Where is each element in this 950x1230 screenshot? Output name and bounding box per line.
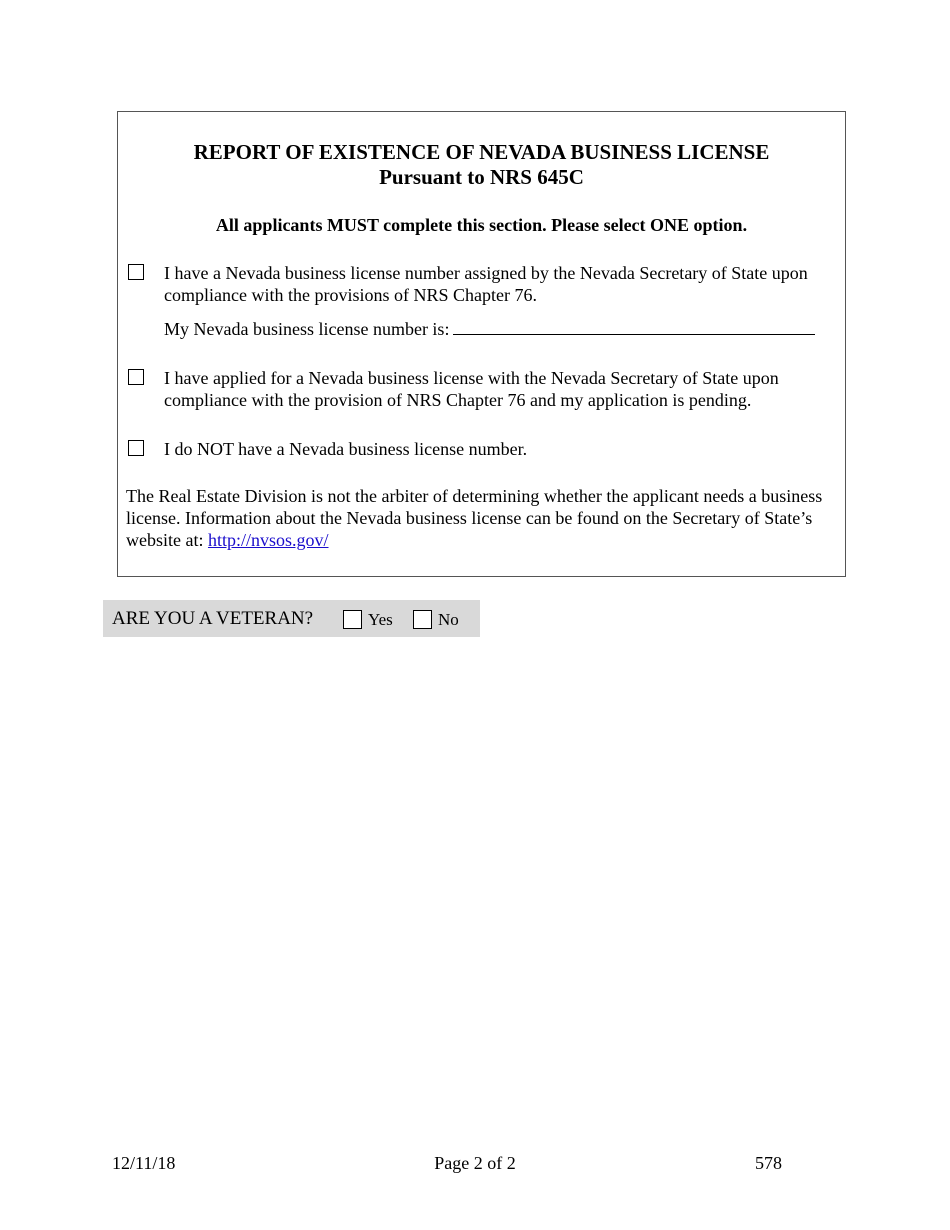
license-number-row	[164, 318, 815, 340]
section-instruction: All applicants MUST complete this section. Please select ONE option.	[215, 215, 748, 235]
veteran-question: ARE YOU A VETERAN?	[112, 608, 314, 629]
footer-form-number: 578	[755, 1153, 782, 1173]
section-title: REPORT OF EXISTENCE OF NEVADA BUSINESS LICENSE	[193, 140, 770, 164]
veteran-yes-checkbox[interactable]	[343, 610, 362, 629]
division-note	[126, 485, 838, 551]
option-applied-checkbox[interactable]	[128, 369, 144, 385]
option-applied-label: I have applied for a Nevada business license with the Nevada Secretary of State upon compliance with the provision of NRS Chapter 76 and my application is pending.	[164, 368, 779, 410]
veteran-yes-label: Yes	[368, 610, 393, 629]
section-subtitle: Pursuant to NRS 645C	[379, 165, 584, 189]
footer-page-number: Page 2 of 2	[434, 1153, 516, 1173]
veteran-question-bar	[103, 600, 480, 637]
division-note-text: The Real Estate Division is not the arbiter of determining whether the applicant needs a business license. Information about the Nevada business license can be found on the Secretary of State’s website at:	[126, 486, 823, 550]
option-no-license-label: I do NOT have a Nevada business license number.	[164, 439, 528, 459]
nvsos-link[interactable]: http://nvsos.gov/	[207, 530, 329, 550]
license-number-label: My Nevada business license number is:	[164, 319, 450, 339]
veteran-no-label: No	[438, 610, 459, 629]
option-has-license-label: I have a Nevada business license number assigned by the Nevada Secretary of State upon compliance with the provisions of NRS Chapter 76.	[164, 263, 808, 305]
footer-date: 12/11/18	[112, 1153, 176, 1173]
option-has-license-checkbox[interactable]	[128, 264, 144, 280]
license-number-field[interactable]	[453, 318, 815, 335]
veteran-no-checkbox[interactable]	[413, 610, 432, 629]
option-no-license-checkbox[interactable]	[128, 440, 144, 456]
business-license-section	[117, 111, 846, 577]
